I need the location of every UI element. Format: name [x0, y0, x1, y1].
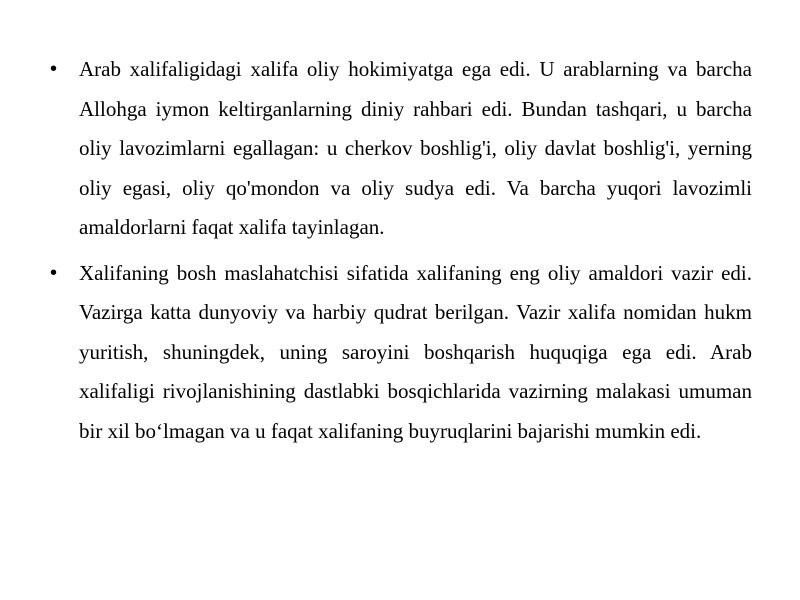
bullet-marker: • — [50, 261, 58, 284]
bullet-item-caliph — [50, 50, 752, 248]
bullet-list — [50, 50, 752, 457]
bullet-text-caliph: Arab xalifaligidagi xalifa oliy hokimiyatga ega edi. U arablarning va barcha Allohga iymon keltirganlarning diniy rahbari edi. Bundan tashqari, u barcha oliy lavozimlarni egallagan: u cherkov boshlig'i, oliy davlat boshlig'i, yerning oliy egasi, oliy qo'mondon va oliy sudya edi. Va barcha yuqori lavozimli amaldorlarni faqat xalifa tayinlagan. — [79, 57, 752, 239]
bullet-item-vizier — [50, 254, 752, 452]
bullet-text-vizier: Xalifaning bosh maslahatchisi sifatida xalifaning eng oliy amaldori vazir edi. Vazirga katta dunyoviy va harbiy qudrat berilgan. Vazir xalifa nomidan hukm yuritish, shuningdek, uning saroyini boshqarish huquqiga ega edi. Arab xalifaligi rivojlanishining dastlabki bosqichlarida vazirning malakasi umuman bir xil bo‘lmagan va u faqat xalifaning buyruqlarini bajarishi mumkin edi. — [79, 260, 752, 443]
bullet-marker: • — [50, 58, 58, 80]
